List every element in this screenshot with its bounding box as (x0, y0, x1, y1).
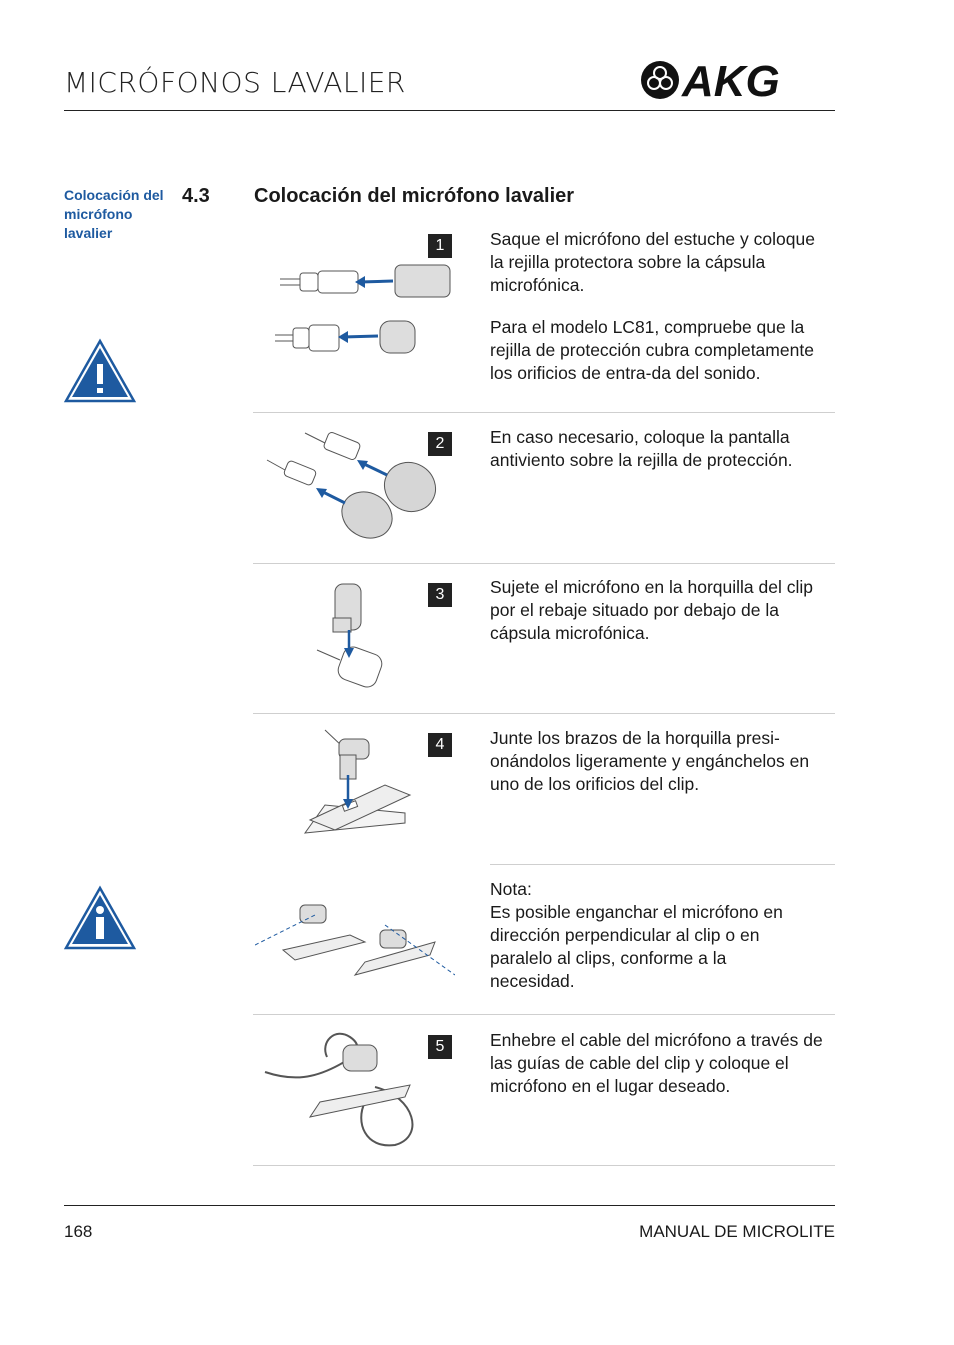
step-2-illustration (255, 425, 455, 545)
section-title: Colocación del micrófono lavalier (254, 185, 575, 207)
step-1-text-2: Para el modelo LC81, compruebe que la rejilla de protección cubra completamente los orificios de entra-da del sonido. (490, 317, 814, 383)
step-4-badge: 4 (428, 733, 452, 757)
brand-text: AKG (682, 58, 780, 102)
page-number: 168 (64, 1222, 93, 1241)
step-5-badge: 5 (428, 1035, 452, 1059)
note-label: Nota: (490, 879, 532, 899)
step-5-illustration (255, 1027, 455, 1152)
step-4-text: Junte los brazos de la horquilla presi-onándolos ligeramente y engánchelos en uno de los orificios del clip. (490, 728, 810, 794)
step-1-illustration (255, 255, 455, 355)
step-4-illustration (255, 725, 455, 850)
divider (253, 1014, 835, 1015)
divider (253, 1165, 835, 1166)
warning-icon (63, 338, 137, 404)
step-2-badge: 2 (428, 432, 452, 456)
step-1-text: Saque el micrófono del estuche y coloque la rejilla protectora sobre la cápsula microfónica. (490, 229, 815, 295)
page-header-title: MICRÓFONOS LAVALIER (64, 66, 406, 99)
sidebar-label: Colocación del micrófono lavalier (64, 187, 164, 241)
note-text: Es posible enganchar el micrófono en dirección perpendicular al clip o en paralelo al clips, conforme a la necesidad. (490, 902, 783, 991)
step-5-text: Enhebre el cable del micrófono a través de las guías de cable del clip y coloque el micrófono en el lugar deseado. (490, 1030, 823, 1096)
divider (253, 412, 835, 413)
step-3-text: Sujete el micrófono en la horquilla del clip por el rebaje situado por debajo de la cápsula microfónica. (490, 577, 813, 643)
section-number: 4.3 (182, 185, 210, 207)
step-1-badge: 1 (428, 234, 452, 258)
info-icon (63, 885, 137, 951)
step-3-badge: 3 (428, 583, 452, 607)
divider (490, 864, 835, 865)
manual-title: MANUAL DE MICROLITE (639, 1222, 835, 1241)
divider (253, 563, 835, 564)
header-rule (64, 110, 835, 111)
step-2-text: En caso necesario, coloque la pantalla antiviento sobre la rejilla de protección. (490, 427, 793, 470)
note-illustration (255, 880, 455, 985)
akg-logo (638, 58, 822, 102)
divider (253, 713, 835, 714)
step-3-illustration (255, 578, 455, 698)
footer-rule (64, 1205, 835, 1206)
